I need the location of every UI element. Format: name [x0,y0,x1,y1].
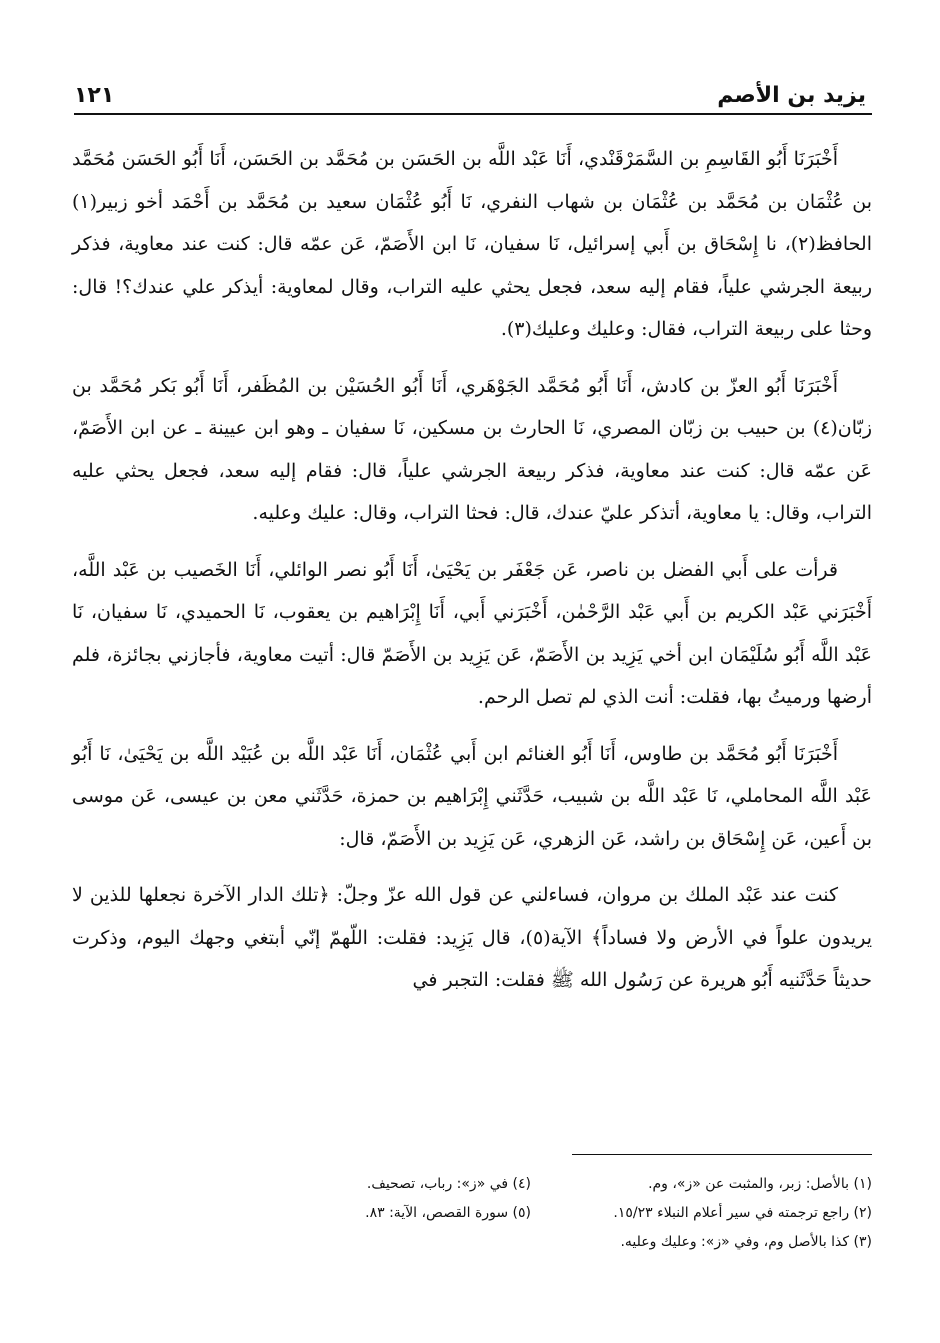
running-title: يزيد بن الأصم [717,83,866,108]
footnotes [230,1170,872,1257]
paragraph: قرأت على أَبي الفضل بن ناصر، عَن جَعْفَر بن يَحْيَىٰ، أَنَا أَبُو نصر الوائلي، أَنَا الخَصيب بن عَبْد اللَّه، أَخْبَرَني عَبْد الكريم بن أَبي عَبْد الرَّحْمٰن، أَخْبَرَني أَبي، أَنَا إِبْرَاهيم بن يعقوب، نَا الحميدي، نَا سفيان، نَا عَبْد اللَّه أَبُو سُلَيْمَان ابن أخي يَزِيد بن الأَصَمّ، عَن يَزِيد بن الأَصَمّ قال: أتيت معاوية، فأجازني بجائزة، فلم أرضها ورميتُ بها، فقلت: أنت الذي لم تصل الرحم. [72,558,872,708]
page-header [74,68,866,108]
paragraph: أَخْبَرَنَا أَبُو القَاسِمِ بن السَّمَرْقَنْدي، أَنَا عَبْد اللَّه بن الحَسَن بن مُحَمَّد بن الحَسَن، أَنَا أَبُو الحَسَن مُحَمَّد بن عُثْمَان بن مُحَمَّد بن عُثْمَان بن شهاب النفري، نَا أَبُو عُثْمَان سعيد بن مُحَمَّد بن أَحْمَد أخو زبير(١) الحافظ(٢)، نا إِسْحَاق بن أَبي إسرائيل، نَا سفيان، نَا ابن الأَصَمّ، عَن عمّه قال: كنت عند معاوية، فذكر ربيعة الجرشي علياً، فقام إليه سعد، فجعل يحثي عليه التراب، وقال لمعاوية: أيذكر علي عندك؟! قال: وحثا على ربيعة التراب، فقال: وعليك وعليك(٣). [72,148,872,340]
footnote-5: (٥) سورة القصص، الآية: ٨٣. [365,1205,531,1221]
paragraph: أَخْبَرَنَا أَبُو مُحَمَّد بن طاوس، أَنَا أَبُو الغنائم ابن أَبي عُثْمَان، أَنَا عَبْد اللَّه بن عُبَيْد اللَّه بن يَحْيَىٰ، نَا أَبُو عَبْد اللَّه المحاملي، نَا عَبْد اللَّه بن شبيب، حَدَّثَني إِبْرَاهيم بن حمزة، حَدَّثَني معن بن عيسى، عَن موسى بن أَعين، عَن إِسْحَاق بن راشد، عَن الزهري، عَن يَزِيد بن الأَصَمّ، قال: [72,742,872,850]
footnote-3: (٣) كذا بالأصل وم، وفي «ز»: وعليك وعليه. [620,1234,872,1250]
footnote-divider [572,1154,872,1155]
main-text [72,138,872,1016]
footnote-4: (٤) في «ز»: رباب، تصحيف. [366,1176,531,1192]
footnote-2: (٢) راجع ترجمته في سير أعلام النبلاء ١٥/٢٣. [613,1205,872,1221]
paragraph: كنت عند عَبْد الملك بن مروان، فساءلني عن قول الله عزّ وجلّ: ﴿تلك الدار الآخرة نجعلها للذين لا يريدون علواً في الأرض ولا فساداً﴾ الآية(٥)، قال يَزِيد: فقلت: اللّهمّ إنّي أبتغي وجهك اليوم، وذكرت حديثاً حَدَّثَنيه أَبُو هريرة عن رَسُول الله ﷺ فقلت: التجبر في [72,884,872,991]
page-number: ١٢١ [74,83,115,108]
header-rule [74,113,872,115]
footnote-1: (١) بالأصل: زبر، والمثبت عن «ز»، وم. [648,1176,872,1192]
paragraph: أَخْبَرَنَا أَبُو العزّ بن كادش، أَنَا أَبُو مُحَمَّد الجَوْهَري، أَنَا أَبُو الحُسَيْن بن المُظَفر، أَنَا أَبُو بَكر مُحَمَّد بن زبّان(٤) بن حبيب بن زبّان المصري، نَا الحارث بن مسكين، نَا سفيان ـ وهو ابن عيينة ـ عن ابن الأَصَمّ، عَن عمّه قال: كنت عند معاوية، فذكر ربيعة الجرشي علياً، قال: فقام إليه سعد، فجعل يحثي عليه التراب، وقال: يا معاوية، أتذكر عليّ عندك، قال: فحثا التراب، وقال: عليك وعليه. [72,374,872,524]
